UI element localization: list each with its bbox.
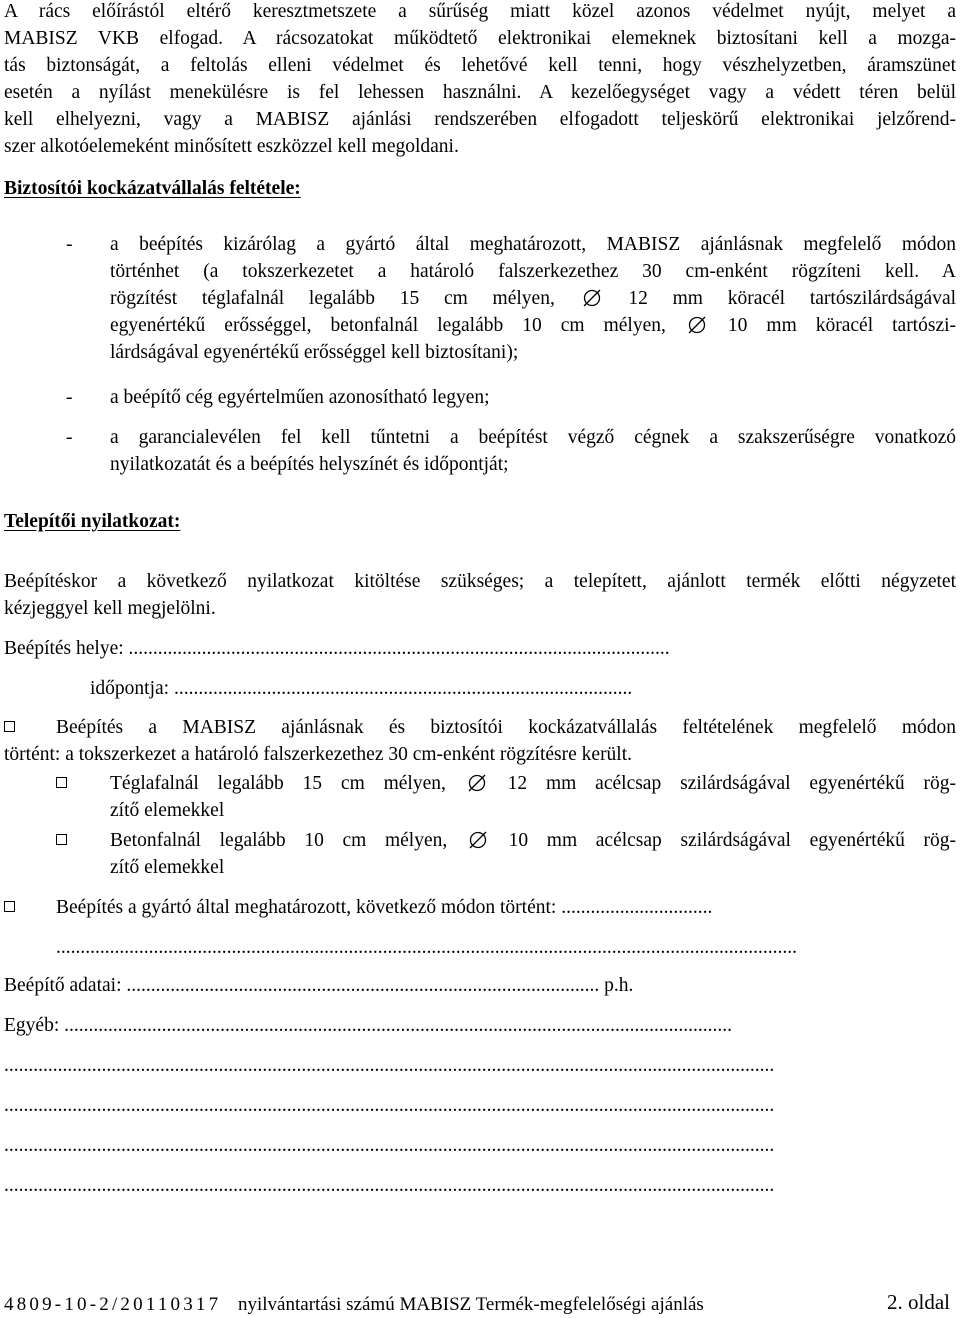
option-manufacturer-line: [56, 894, 712, 921]
condition-fragment: rögzítést téglafalnál legalább 15 cm mélyen,: [110, 288, 555, 309]
condition-line: a beépítés kizárólag a gyártó által meghatározott, MABISZ ajánlásnak megfelelő módon: [110, 234, 956, 255]
intro-line: MABISZ VKB elfogad. A rácsozatokat működtető elektronikai elemeknek biztosítani kell a mozga-: [4, 28, 956, 49]
diameter-symbol-icon: [468, 829, 488, 849]
other-field-line[interactable]: ..............................................................................................................................................................: [4, 1055, 775, 1076]
option-manufacturer-field-line[interactable]: ........................................................................................................................................................: [56, 937, 797, 958]
insurance-conditions-heading: Biztosítói kockázatvállalás feltétele:: [4, 178, 301, 199]
other-field-line[interactable]: ..............................................................................................................................................................: [4, 1175, 775, 1196]
condition-line: [110, 312, 956, 339]
intro-paragraph: [4, 0, 956, 160]
condition-fragment: 12 mm köracél tartószilárdságával: [628, 288, 957, 309]
condition-line: a garancialevélen fel kell tűntetni a beépítést végző cégnek a szakszerűségre vonatkozó: [110, 427, 956, 448]
installation-date-field[interactable]: ..............................................................................................: [173, 678, 633, 699]
intro-line: szer alkotóelemeként minősített eszközzel kell megoldani.: [4, 136, 459, 157]
diameter-symbol-icon: [582, 287, 602, 307]
diameter-symbol-icon: [687, 314, 707, 334]
option-concrete-wall-line: [110, 827, 956, 854]
stamp-placeholder-label: p.h.: [604, 975, 634, 996]
option-manufacturer-text: Beépítés a gyártó által meghatározott, következő módon történt:: [56, 897, 557, 918]
installer-declaration-heading: Telepítői nyilatkozat:: [4, 511, 181, 532]
option-concrete-wall-checkbox[interactable]: [56, 834, 67, 845]
option-brick-wall-text: 12 mm acélcsap szilárdságával egyenértékű rög-: [507, 773, 957, 794]
intro-line: tás biztonságát, a feltolás elleni védelmet és lehetővé kell tenni, hogy vészhelyzetben, áramszünet: [4, 55, 956, 76]
intro-line: kell elhelyezni, vagy a MABISZ ajánlási rendszerében elfogadott teljeskörű elektronikai jelzőrend-: [4, 109, 956, 130]
page-footer: [4, 1289, 956, 1315]
condition-line: történhet (a tokszerkezetet a határoló falszerkezethez 30 cm-enként rögzíteni kell. A: [110, 261, 956, 282]
installer-data-field[interactable]: .................................................................................................: [126, 975, 600, 996]
other-field-line[interactable]: ..............................................................................................................................................................: [4, 1095, 775, 1116]
condition-line: [110, 285, 956, 312]
page-number: 2. oldal: [887, 1290, 950, 1314]
declaration-intro-line: kézjeggyel kell megjelölni.: [4, 598, 216, 619]
other-label: Egyéb:: [4, 1015, 60, 1036]
declaration-intro-line: Beépítéskor a következő nyilatkozat kitöltése szükséges; a telepített, ajánlott termék előtti négyzetet: [4, 571, 956, 592]
dash-bullet: -: [66, 427, 73, 448]
other-field-line[interactable]: ..............................................................................................................................................................: [4, 1135, 775, 1156]
dash-bullet: -: [66, 387, 73, 408]
installer-data-label: Beépítő adatai:: [4, 975, 122, 996]
option-concrete-wall-text: Betonfalnál legalább 10 cm mélyen,: [110, 830, 448, 851]
intro-line: A rács előírástól eltérő keresztmetszete a sűrűség miatt közel azonos védelmet nyújt, melyet a: [4, 1, 956, 22]
option-manufacturer-field[interactable]: ...............................: [561, 897, 713, 918]
installer-data-row: [4, 972, 633, 999]
option-concrete-wall-text: 10 mm acélcsap szilárdságával egyenértékű rög-: [508, 830, 957, 851]
option-brick-wall-checkbox[interactable]: [56, 777, 67, 788]
installation-place-row: [4, 635, 670, 662]
condition-fragment: 10 mm köracél tartószi-: [727, 315, 957, 336]
option-mabisz-checkbox[interactable]: [4, 721, 15, 732]
intro-line: esetén a nyílást menekülésre is fel lehessen használni. A kezelőegységet vagy a védett téren belül: [4, 82, 956, 103]
footer-description: nyilvántartási számú MABISZ Termék-megfelelőségi ajánlás: [238, 1294, 704, 1315]
dash-bullet: -: [66, 234, 73, 255]
option-brick-wall-line: zítő elemekkel: [110, 800, 225, 821]
condition-line: nyilatkozatát és a beépítés helyszínét és időpontját;: [110, 454, 509, 475]
installation-date-label: időpontja:: [90, 678, 170, 699]
installation-date-row: [90, 675, 632, 702]
option-manufacturer-checkbox[interactable]: [4, 901, 15, 912]
condition-line: a beépítő cég egyértelműen azonosítható legyen;: [110, 387, 490, 408]
option-mabisz-line: Beépítés a MABISZ ajánlásnak és biztosítói kockázatvállalás feltételének megfelelő módon: [56, 717, 956, 738]
installation-place-field[interactable]: ...............................................................................................................: [128, 638, 670, 659]
option-brick-wall-line: [110, 770, 956, 797]
diameter-symbol-icon: [467, 772, 487, 792]
condition-fragment: egyenértékű erősséggel, betonfalnál legalább 10 cm mélyen,: [110, 315, 666, 336]
condition-line: lárdságával egyenértékű erősséggel kell biztosítani);: [110, 342, 519, 363]
option-brick-wall-text: Téglafalnál legalább 15 cm mélyen,: [110, 773, 446, 794]
other-row: [4, 1012, 732, 1039]
other-field[interactable]: .........................................................................................................................................: [64, 1015, 732, 1036]
registration-number: 4809-10-2/20110317: [4, 1294, 222, 1315]
installation-place-label: Beépítés helye:: [4, 638, 124, 659]
option-concrete-wall-line: zítő elemekkel: [110, 857, 225, 878]
option-mabisz-line: történt: a tokszerkezet a határoló falszerkezethez 30 cm-enként rögzítésre került.: [4, 744, 633, 765]
